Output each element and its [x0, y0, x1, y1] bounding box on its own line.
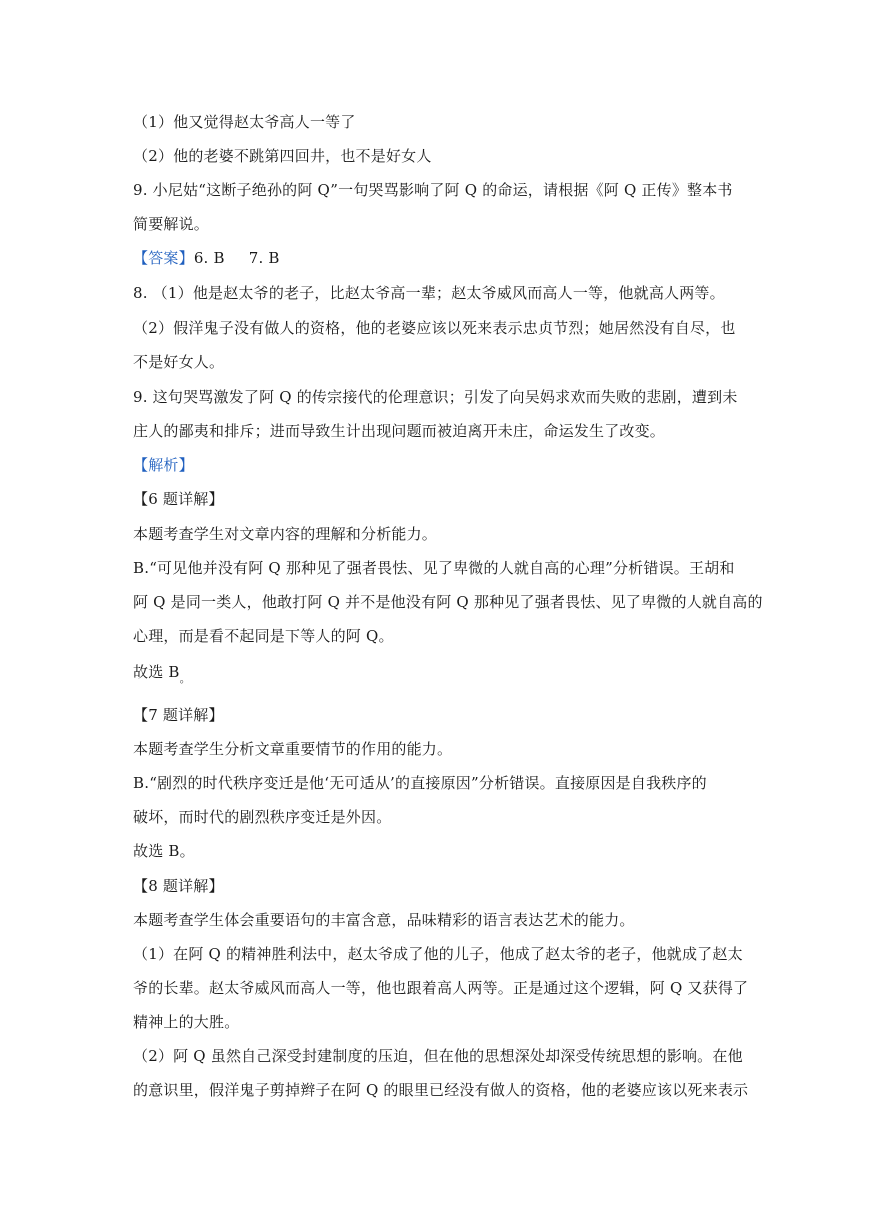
answer-line: [133, 248, 743, 268]
detail-8-part-2-line-2: 的意识里，假洋鬼子剪掉辫子在阿 Q 的眼里已经没有做人的资格，他的老婆应该以死来表示: [133, 1081, 749, 1099]
detail-6-intro: 本题考查学生对文章内容的理解和分析能力。: [133, 525, 438, 543]
detail-7-conclusion: 故选 B。: [133, 842, 195, 860]
detail-8-part-1-line-2: 爷的长辈。赵太爷威风而高人一等，他也跟着高人两等。正是通过这个逻辑，阿 Q 又获得了: [133, 979, 749, 997]
detail-7-body-2: 破坏，而时代的剧烈秩序变迁是外因。: [133, 808, 392, 826]
detail-6-body-3: 心理，而是看不起同是下等人的阿 Q。: [133, 627, 394, 645]
detail-8-part-2-line-1: （2）阿 Q 虽然自己深受封建制度的压迫，但在他的思想深处却深受传统思想的影响。在他: [133, 1047, 743, 1065]
sub-item-2: （2）他的老婆不跳第四回井，也不是好女人: [133, 147, 432, 165]
answer-label: 【答案】: [133, 249, 194, 267]
detail-8-intro: 本题考查学生体会重要语句的丰富含意，品味精彩的语言表达艺术的能力。: [133, 911, 635, 929]
detail-7-intro: 本题考查学生分析文章重要情节的作用的能力。: [133, 740, 453, 758]
answer-8-part-2-continued: 不是好女人。: [133, 353, 225, 371]
answer-9: 9. 这句哭骂激发了阿 Q 的传宗接代的伦理意识；引发了向吴妈求欢而失败的悲剧，遭到未: [133, 388, 738, 406]
choose-b-text: 故选 B: [133, 663, 180, 681]
detail-8-part-1-line-3: 精神上的大胜。: [133, 1013, 240, 1031]
question-9-continued: 简要解说。: [133, 215, 210, 233]
detail-8-heading: 【8 题详解】: [133, 877, 224, 895]
detail-7-body-1: B.“剧烈的时代秩序变迁是他‘无可适从’的直接原因”分析错误。直接原因是自我秩序的: [133, 774, 707, 792]
detail-6-body-1: B.“可见他并没有阿 Q 那种见了强者畏怯、见了卑微的人就自高的心理”分析错误。王胡和: [133, 559, 735, 577]
detail-7-heading: 【7 题详解】: [133, 706, 224, 724]
sub-item-1: （1）他又觉得赵太爷高人一等了: [133, 113, 356, 131]
answer-8-part-1: 8. （1）他是赵太爷的老子，比赵太爷高一辈；赵太爷威风而高人一等，他就高人两等。: [133, 284, 725, 302]
question-9: 9. 小尼姑“这断子绝孙的阿 Q”一句哭骂影响了阿 Q 的命运，请根据《阿 Q 正传》整本书: [133, 181, 733, 199]
detail-8-part-1-line-1: （1）在阿 Q 的精神胜利法中，赵太爷成了他的儿子，他成了赵太爷的老子，他就成了赵太: [133, 945, 743, 963]
answer-9-continued: 庄人的鄙夷和排斥；进而导致生计出现问题而被迫离开未庄，命运发生了改变。: [133, 422, 666, 440]
answer-6: 6. B: [193, 249, 225, 267]
detail-6-conclusion: [133, 662, 743, 689]
detail-6-heading: 【6 题详解】: [133, 490, 224, 508]
detail-6-body-2: 阿 Q 是同一类人，他敢打阿 Q 并不是他没有阿 Q 那种见了强者畏怯、见了卑微的人就自高的: [133, 593, 763, 611]
answer-8-part-2: （2）假洋鬼子没有做人的资格，他的老婆应该以死来表示忠贞节烈；她居然没有自尽，也: [133, 319, 736, 337]
choose-b-mark: 。: [179, 672, 191, 685]
answer-7: 7. B: [248, 249, 280, 267]
analysis-label: 【解析】: [133, 456, 194, 474]
